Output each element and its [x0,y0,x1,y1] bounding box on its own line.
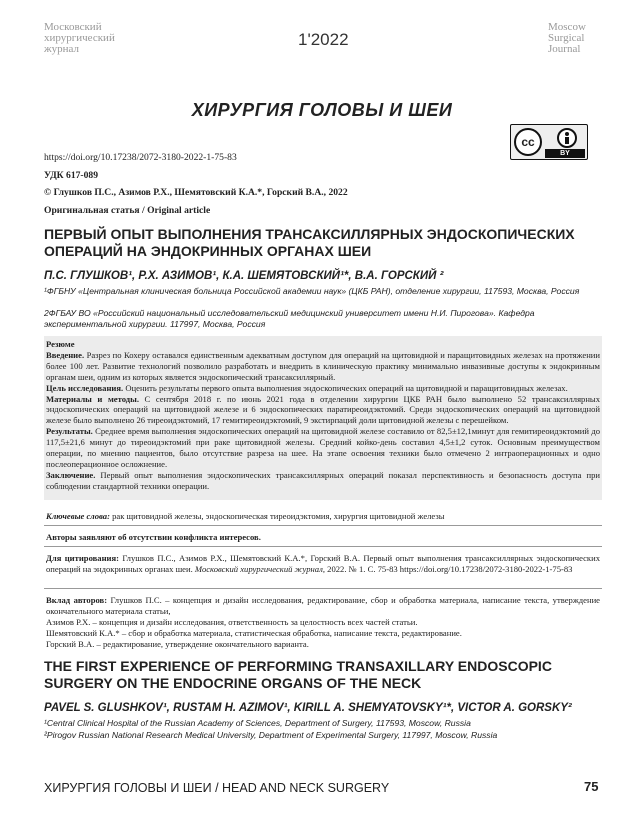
doi-link[interactable]: https://doi.org/10.17238/2072-3180-2022-1-75-83 [44,152,237,163]
divider [44,588,602,589]
results-text: Среднее время выполнения эндоскопических операций на щитовидной железе составило от 82,5±12,1минут для гемитиреоидэктомий до 117,5±21,6 минут до тиреоидэктомий при раке щитовидной железы. Средний койко-день составил 4,5±1,2 суток. Основным преимуществом операции, по мнению пациентов, было отсутствие разреза на шее. На этапе освоения техники было отмечено 2 интраоперационных и одно послеоперационное осложнение. [46,426,600,469]
citation-journal: Московский хирургический журнал [194,563,323,574]
copyright: © Глушков П.С., Азимов Р.Х., Шемятовский К.А.*, Горский В.А., 2022 [44,187,348,198]
abstract-conclusion [46,470,600,492]
journal-logo-ru [44,22,115,55]
intro-label: Введение. [46,349,85,360]
keywords-text: рак щитовидной железы, эндоскопическая тиреоидэктомия, хирургия щитовидной железы [109,511,445,521]
abstract-intro [46,350,600,383]
abstract-heading: Резюме [46,339,75,349]
article-title-en: THE FIRST EXPERIENCE OF PERFORMING TRANSAXILLARY ENDOSCOPIC SURGERY ON THE ENDOCRINE ORGANS OF THE NECK [44,658,552,691]
results-label: Результаты. [46,426,93,437]
affiliation-en-2: ²Pirogov Russian National Research Medical University, Department of Experimental Surgery, 117997, Moscow, Russia [44,730,498,740]
keywords [46,511,600,522]
citation [46,553,600,575]
citation-label: Для цитирования: [46,553,120,563]
author-contribution [46,595,600,650]
running-footer: ХИРУРГИЯ ГОЛОВЫ И ШЕИ / HEAD AND NECK SURGERY [44,781,390,795]
logo-ru-line1: Московский [44,21,102,33]
affiliation-en-1: ¹Central Clinical Hospital of the Russian Academy of Sciences, Department of Surgery, 117593, Moscow, Russia [44,718,471,728]
aim-label: Цель исследования. [46,382,124,393]
divider [44,525,602,526]
logo-en-line1: Moscow [548,21,586,33]
issue-number: 1'2022 [298,30,349,49]
contribution-2: Азимов Р.Х. – концепция и дизайн исследования, ответственность за целостность всех частей статьи. [46,616,418,627]
udk: УДК 617-089 [44,170,99,181]
section-title: ХИРУРГИЯ ГОЛОВЫ И ШЕИ [191,100,453,120]
logo-en-line3: Journal [548,43,581,55]
logo-ru-line2: хирургический [44,32,115,44]
keywords-label: Ключевые слова: [46,511,110,521]
citation-tail: , 2022. № 1. С. 75-83 https://doi.org/10.17238/2072-3180-2022-1-75-83 [322,563,573,574]
page-number: 75 [584,779,599,794]
divider [44,546,602,547]
conclusion-label: Заключение. [46,469,96,480]
contribution-3: Шемятовский К.А.* – сбор и обработка материала, статистическая обработка, написание текста, редактирование. [46,627,462,638]
abstract [46,339,600,492]
logo-en-line2: Surgical [548,32,585,44]
authors-en: PAVEL S. GLUSHKOV¹, RUSTAM H. AZIMOV¹, KIRILL A. SHEMYATOVSKY¹*, VICTOR A. GORSKY² [44,702,572,714]
abstract-aim [46,383,600,394]
attribution-icon [557,128,577,148]
aim-text: Оценить результаты первого опыта выполнения эндоскопических операций на щитовидной и паращитовидных железах. [123,382,568,393]
conclusion-text: Первый опыт выполнения эндоскопических трансаксиллярных операций показал перспективность и безопасность доступа при соблюдении стандартной техники операции. [46,469,600,491]
abstract-methods [46,394,600,427]
contribution-1 [46,595,600,617]
affiliation-ru-2: 2ФГБАУ ВО «Российский национальный исследовательский медицинский университет имени Н.И. Пирогова». Кафедра экспериментальной хирургии. 117997, Москва, Россия [44,308,535,329]
cc-license-badge[interactable] [510,124,588,160]
contribution-text-1: Глушков П.С. – концепция и дизайн исследования, редактирование, сбор и обработка материала, написание текста, утверждение окончательного материала статьи, [46,595,600,616]
abstract-results [46,426,600,470]
affiliation-ru-1: ¹ФГБНУ «Центральная клиническая больница Российской академии наук» (ЦКБ РАН), отделение хирургии, 117593, Москва, Россия [44,286,580,296]
license-by-label: BY [545,149,585,158]
authors-ru: П.С. ГЛУШКОВ¹, Р.Х. АЗИМОВ¹, К.А. ШЕМЯТОВСКИЙ¹*, В.А. ГОРСКИЙ ² [44,270,444,282]
logo-ru-line3: журнал [44,43,79,55]
contribution-4: Горский В.А. – редактирование, утверждение окончательного варианта. [46,638,309,649]
methods-label: Материалы и методы. [46,393,139,404]
contribution-label: Вклад авторов: [46,595,108,605]
citation-text: Глушков П.С., Азимов Р.Х., Шемятовский К.А.*, Горский В.А. Первый опыт выполнения трансаксиллярных эндоскопических операций на эндокринных органах шеи. [46,553,600,574]
cc-icon: cc [514,128,542,156]
intro-text: Разрез по Кохеру оставался единственным адекватным доступом для операций на щитовидной и паращитовидных железах на протяжении более 100 лет. Развитие технологий позволило разработать и внедрить в клиническую практику минимально инвазивные доступы к эндокринным органам шеи, одним из которых является эндоскопический трансаксиллярный. [46,349,600,382]
conflict-statement: Авторы заявляют об отсутствии конфликта интересов. [46,532,261,542]
article-title-ru: ПЕРВЫЙ ОПЫТ ВЫПОЛНЕНИЯ ТРАНСАКСИЛЛЯРНЫХ ЭНДОСКОПИЧЕСКИХ ОПЕРАЦИЙ НА ЭНДОКРИННЫХ ОРГАНАХ ШЕИ [44,226,575,259]
methods-text: С сентября 2018 г. по июнь 2021 года в отделении хирургии ЦКБ РАН было выполнено 52 трансаксиллярных эндоскопических операций на щитовидной железе и 6 эндоскопических паратиреоидэктомий. Среди эндоскопических операций на щитовидной железе было выполнено 26 тиреоидэктомий, 17 гемитиреоидэктомий, 9 экстирпаций доли щитовидной железы с перешейком. [46,393,601,426]
journal-logo-en [548,22,586,55]
article-type: Оригинальная статья / Original article [44,205,211,216]
